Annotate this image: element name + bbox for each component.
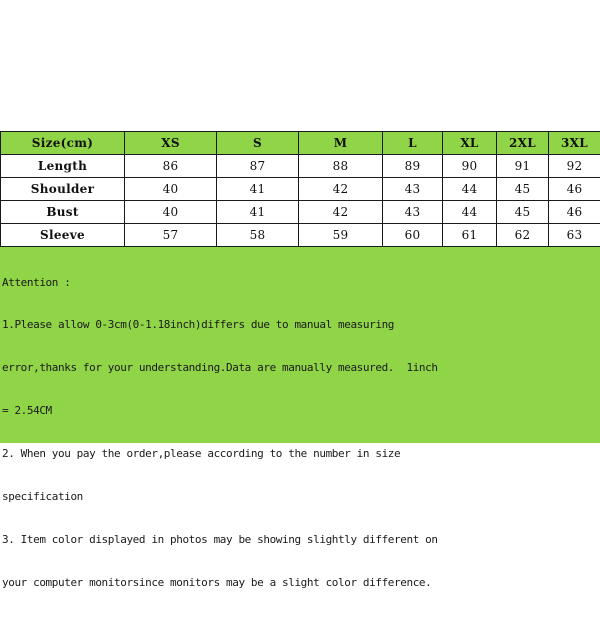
row-label: Length xyxy=(1,155,125,178)
table-cell: 46 xyxy=(549,201,600,224)
table-cell: 44 xyxy=(443,201,497,224)
table-cell: 41 xyxy=(217,201,299,224)
table-cell: 45 xyxy=(497,178,549,201)
table-cell: 57 xyxy=(125,224,217,247)
notes-line: error,thanks for your understanding.Data are manually measured. 1inch xyxy=(2,361,598,375)
notes-line: 2. When you pay the order,please according to the number in size xyxy=(2,447,598,461)
table-cell: 61 xyxy=(443,224,497,247)
table-cell: 88 xyxy=(299,155,383,178)
table-cell: 41 xyxy=(217,178,299,201)
table-cell: 91 xyxy=(497,155,549,178)
table-cell: 46 xyxy=(549,178,600,201)
table-cell: 92 xyxy=(549,155,600,178)
header-cell-3xl: 3XL xyxy=(549,132,600,155)
table-cell: 89 xyxy=(383,155,443,178)
notes-line: specification xyxy=(2,490,598,504)
header-cell-s: S xyxy=(217,132,299,155)
size-table xyxy=(0,131,600,247)
table-cell: 43 xyxy=(383,178,443,201)
table-row-length xyxy=(1,155,600,178)
table-row-shoulder xyxy=(1,178,600,201)
row-label: Sleeve xyxy=(1,224,125,247)
table-cell: 62 xyxy=(497,224,549,247)
header-row xyxy=(1,132,600,155)
header-cell-size: Size(cm) xyxy=(1,132,125,155)
notes-line: 1.Please allow 0-3cm(0-1.18inch)differs due to manual measuring xyxy=(2,318,598,332)
notes-line: = 2.54CM xyxy=(2,404,598,418)
table-cell: 63 xyxy=(549,224,600,247)
table-cell: 87 xyxy=(217,155,299,178)
header-cell-l: L xyxy=(383,132,443,155)
notes-heading: Attention : xyxy=(2,276,598,290)
table-cell: 42 xyxy=(299,201,383,224)
attention-notes xyxy=(2,247,598,619)
header-cell-2xl: 2XL xyxy=(497,132,549,155)
header-cell-xl: XL xyxy=(443,132,497,155)
table-cell: 45 xyxy=(497,201,549,224)
row-label: Shoulder xyxy=(1,178,125,201)
row-label: Bust xyxy=(1,201,125,224)
table-cell: 42 xyxy=(299,178,383,201)
table-row-bust xyxy=(1,201,600,224)
table-cell: 58 xyxy=(217,224,299,247)
table-cell: 40 xyxy=(125,178,217,201)
header-cell-m: M xyxy=(299,132,383,155)
table-cell: 59 xyxy=(299,224,383,247)
notes-line: your computer monitorsince monitors may be a slight color difference. xyxy=(2,576,598,590)
table-cell: 86 xyxy=(125,155,217,178)
header-cell-xs: XS xyxy=(125,132,217,155)
size-chart-panel xyxy=(0,131,600,443)
table-cell: 43 xyxy=(383,201,443,224)
table-cell: 90 xyxy=(443,155,497,178)
table-cell: 44 xyxy=(443,178,497,201)
notes-line: 3. Item color displayed in photos may be showing slightly different on xyxy=(2,533,598,547)
table-cell: 60 xyxy=(383,224,443,247)
table-cell: 40 xyxy=(125,201,217,224)
table-row-sleeve xyxy=(1,224,600,247)
